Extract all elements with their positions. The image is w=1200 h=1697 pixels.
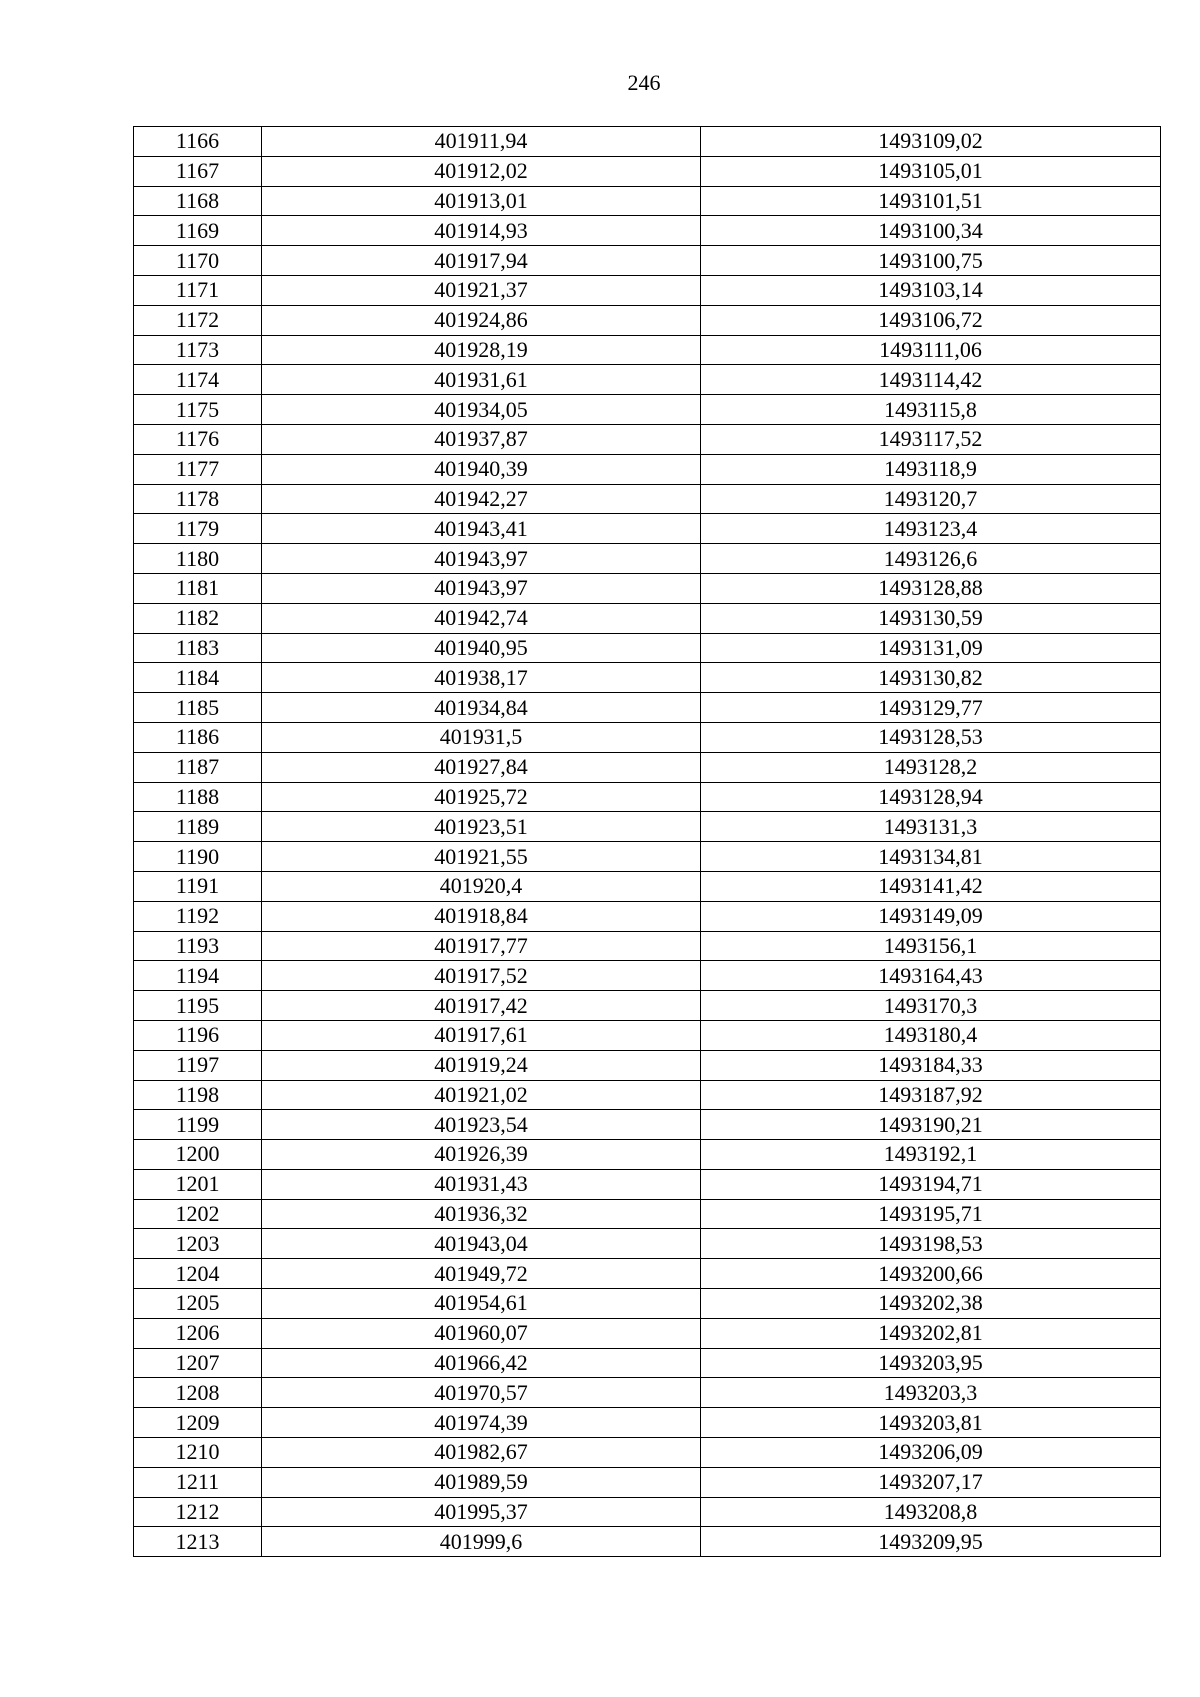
x-coordinate-cell: 401918,84 bbox=[262, 901, 701, 931]
point-number-cell: 1193 bbox=[134, 931, 262, 961]
x-coordinate-cell: 401920,4 bbox=[262, 871, 701, 901]
table-row bbox=[134, 752, 1161, 782]
x-coordinate-cell: 401919,24 bbox=[262, 1050, 701, 1080]
point-number-cell: 1194 bbox=[134, 961, 262, 991]
point-number-cell: 1205 bbox=[134, 1289, 262, 1319]
table-row bbox=[134, 1169, 1161, 1199]
y-coordinate-cell: 1493202,38 bbox=[701, 1289, 1161, 1319]
x-coordinate-cell: 401931,5 bbox=[262, 722, 701, 752]
point-number-cell: 1182 bbox=[134, 603, 262, 633]
x-coordinate-cell: 401937,87 bbox=[262, 424, 701, 454]
point-number-cell: 1203 bbox=[134, 1229, 262, 1259]
x-coordinate-cell: 401917,42 bbox=[262, 991, 701, 1021]
point-number-cell: 1207 bbox=[134, 1348, 262, 1378]
point-number-cell: 1211 bbox=[134, 1467, 262, 1497]
point-number-cell: 1178 bbox=[134, 484, 262, 514]
table-row bbox=[134, 1408, 1161, 1438]
point-number-cell: 1187 bbox=[134, 752, 262, 782]
y-coordinate-cell: 1493128,94 bbox=[701, 782, 1161, 812]
y-coordinate-cell: 1493128,88 bbox=[701, 573, 1161, 603]
table-row bbox=[134, 812, 1161, 842]
y-coordinate-cell: 1493180,4 bbox=[701, 1020, 1161, 1050]
table-row bbox=[134, 871, 1161, 901]
point-number-cell: 1189 bbox=[134, 812, 262, 842]
table-row bbox=[134, 335, 1161, 365]
table-row bbox=[134, 216, 1161, 246]
table-row bbox=[134, 275, 1161, 305]
x-coordinate-cell: 401942,74 bbox=[262, 603, 701, 633]
table-row bbox=[134, 931, 1161, 961]
point-number-cell: 1184 bbox=[134, 663, 262, 693]
x-coordinate-cell: 401940,95 bbox=[262, 633, 701, 663]
y-coordinate-cell: 1493156,1 bbox=[701, 931, 1161, 961]
point-number-cell: 1204 bbox=[134, 1259, 262, 1289]
x-coordinate-cell: 401921,55 bbox=[262, 842, 701, 872]
point-number-cell: 1176 bbox=[134, 424, 262, 454]
table-row bbox=[134, 395, 1161, 425]
y-coordinate-cell: 1493202,81 bbox=[701, 1318, 1161, 1348]
x-coordinate-cell: 401924,86 bbox=[262, 305, 701, 335]
table-row bbox=[134, 991, 1161, 1021]
x-coordinate-cell: 401921,02 bbox=[262, 1080, 701, 1110]
table-row bbox=[134, 186, 1161, 216]
y-coordinate-cell: 1493129,77 bbox=[701, 693, 1161, 723]
table-row bbox=[134, 573, 1161, 603]
y-coordinate-cell: 1493164,43 bbox=[701, 961, 1161, 991]
x-coordinate-cell: 401931,61 bbox=[262, 365, 701, 395]
x-coordinate-cell: 401927,84 bbox=[262, 752, 701, 782]
table-row bbox=[134, 365, 1161, 395]
point-number-cell: 1185 bbox=[134, 693, 262, 723]
y-coordinate-cell: 1493106,72 bbox=[701, 305, 1161, 335]
table-row bbox=[134, 1527, 1161, 1557]
table-row bbox=[134, 782, 1161, 812]
x-coordinate-cell: 401989,59 bbox=[262, 1467, 701, 1497]
y-coordinate-cell: 1493120,7 bbox=[701, 484, 1161, 514]
point-number-cell: 1174 bbox=[134, 365, 262, 395]
y-coordinate-cell: 1493184,33 bbox=[701, 1050, 1161, 1080]
x-coordinate-cell: 401960,07 bbox=[262, 1318, 701, 1348]
table-row bbox=[134, 127, 1161, 157]
y-coordinate-cell: 1493100,34 bbox=[701, 216, 1161, 246]
y-coordinate-cell: 1493207,17 bbox=[701, 1467, 1161, 1497]
y-coordinate-cell: 1493170,3 bbox=[701, 991, 1161, 1021]
x-coordinate-cell: 401982,67 bbox=[262, 1438, 701, 1468]
table-body bbox=[134, 127, 1161, 1557]
table-row bbox=[134, 842, 1161, 872]
y-coordinate-cell: 1493131,09 bbox=[701, 633, 1161, 663]
table-row bbox=[134, 633, 1161, 663]
x-coordinate-cell: 401949,72 bbox=[262, 1259, 701, 1289]
y-coordinate-cell: 1493203,3 bbox=[701, 1378, 1161, 1408]
y-coordinate-cell: 1493209,95 bbox=[701, 1527, 1161, 1557]
table-row bbox=[134, 514, 1161, 544]
x-coordinate-cell: 401921,37 bbox=[262, 275, 701, 305]
x-coordinate-cell: 401938,17 bbox=[262, 663, 701, 693]
x-coordinate-cell: 401923,54 bbox=[262, 1110, 701, 1140]
y-coordinate-cell: 1493101,51 bbox=[701, 186, 1161, 216]
y-coordinate-cell: 1493198,53 bbox=[701, 1229, 1161, 1259]
x-coordinate-cell: 401917,77 bbox=[262, 931, 701, 961]
x-coordinate-cell: 401931,43 bbox=[262, 1169, 701, 1199]
x-coordinate-cell: 401943,97 bbox=[262, 573, 701, 603]
point-number-cell: 1169 bbox=[134, 216, 262, 246]
y-coordinate-cell: 1493118,9 bbox=[701, 454, 1161, 484]
point-number-cell: 1191 bbox=[134, 871, 262, 901]
table-row bbox=[134, 1050, 1161, 1080]
x-coordinate-cell: 401925,72 bbox=[262, 782, 701, 812]
table-row bbox=[134, 1378, 1161, 1408]
point-number-cell: 1202 bbox=[134, 1199, 262, 1229]
table-row bbox=[134, 1497, 1161, 1527]
x-coordinate-cell: 401928,19 bbox=[262, 335, 701, 365]
y-coordinate-cell: 1493128,53 bbox=[701, 722, 1161, 752]
table-row bbox=[134, 693, 1161, 723]
y-coordinate-cell: 1493123,4 bbox=[701, 514, 1161, 544]
table-row bbox=[134, 722, 1161, 752]
point-number-cell: 1188 bbox=[134, 782, 262, 812]
x-coordinate-cell: 401934,84 bbox=[262, 693, 701, 723]
y-coordinate-cell: 1493190,21 bbox=[701, 1110, 1161, 1140]
x-coordinate-cell: 401926,39 bbox=[262, 1140, 701, 1170]
point-number-cell: 1213 bbox=[134, 1527, 262, 1557]
x-coordinate-cell: 401914,93 bbox=[262, 216, 701, 246]
table-row bbox=[134, 484, 1161, 514]
point-number-cell: 1208 bbox=[134, 1378, 262, 1408]
table-row bbox=[134, 1467, 1161, 1497]
x-coordinate-cell: 401936,32 bbox=[262, 1199, 701, 1229]
y-coordinate-cell: 1493105,01 bbox=[701, 156, 1161, 186]
table-row bbox=[134, 305, 1161, 335]
point-number-cell: 1199 bbox=[134, 1110, 262, 1140]
point-number-cell: 1170 bbox=[134, 246, 262, 276]
table-row bbox=[134, 1110, 1161, 1140]
y-coordinate-cell: 1493114,42 bbox=[701, 365, 1161, 395]
y-coordinate-cell: 1493128,2 bbox=[701, 752, 1161, 782]
y-coordinate-cell: 1493141,42 bbox=[701, 871, 1161, 901]
y-coordinate-cell: 1493134,81 bbox=[701, 842, 1161, 872]
x-coordinate-cell: 401966,42 bbox=[262, 1348, 701, 1378]
table-row bbox=[134, 1348, 1161, 1378]
point-number-cell: 1172 bbox=[134, 305, 262, 335]
point-number-cell: 1183 bbox=[134, 633, 262, 663]
table-row bbox=[134, 603, 1161, 633]
point-number-cell: 1167 bbox=[134, 156, 262, 186]
table-row bbox=[134, 1289, 1161, 1319]
x-coordinate-cell: 401954,61 bbox=[262, 1289, 701, 1319]
y-coordinate-cell: 1493203,95 bbox=[701, 1348, 1161, 1378]
point-number-cell: 1177 bbox=[134, 454, 262, 484]
y-coordinate-cell: 1493111,06 bbox=[701, 335, 1161, 365]
x-coordinate-cell: 401940,39 bbox=[262, 454, 701, 484]
point-number-cell: 1171 bbox=[134, 275, 262, 305]
point-number-cell: 1212 bbox=[134, 1497, 262, 1527]
point-number-cell: 1166 bbox=[134, 127, 262, 157]
x-coordinate-cell: 401995,37 bbox=[262, 1497, 701, 1527]
point-number-cell: 1200 bbox=[134, 1140, 262, 1170]
point-number-cell: 1201 bbox=[134, 1169, 262, 1199]
point-number-cell: 1180 bbox=[134, 544, 262, 574]
y-coordinate-cell: 1493100,75 bbox=[701, 246, 1161, 276]
x-coordinate-cell: 401943,41 bbox=[262, 514, 701, 544]
point-number-cell: 1168 bbox=[134, 186, 262, 216]
y-coordinate-cell: 1493149,09 bbox=[701, 901, 1161, 931]
table-row bbox=[134, 156, 1161, 186]
x-coordinate-cell: 401913,01 bbox=[262, 186, 701, 216]
x-coordinate-cell: 401970,57 bbox=[262, 1378, 701, 1408]
x-coordinate-cell: 401912,02 bbox=[262, 156, 701, 186]
x-coordinate-cell: 401917,61 bbox=[262, 1020, 701, 1050]
page-number: 246 bbox=[627, 70, 661, 95]
table-row bbox=[134, 1318, 1161, 1348]
point-number-cell: 1173 bbox=[134, 335, 262, 365]
table-row bbox=[134, 424, 1161, 454]
table-row bbox=[134, 1020, 1161, 1050]
x-coordinate-cell: 401917,94 bbox=[262, 246, 701, 276]
table-row bbox=[134, 544, 1161, 574]
x-coordinate-cell: 401999,6 bbox=[262, 1527, 701, 1557]
table-row bbox=[134, 454, 1161, 484]
point-number-cell: 1209 bbox=[134, 1408, 262, 1438]
point-number-cell: 1210 bbox=[134, 1438, 262, 1468]
point-number-cell: 1206 bbox=[134, 1318, 262, 1348]
point-number-cell: 1197 bbox=[134, 1050, 262, 1080]
y-coordinate-cell: 1493130,59 bbox=[701, 603, 1161, 633]
y-coordinate-cell: 1493131,3 bbox=[701, 812, 1161, 842]
y-coordinate-cell: 1493115,8 bbox=[701, 395, 1161, 425]
table-row bbox=[134, 246, 1161, 276]
point-number-cell: 1198 bbox=[134, 1080, 262, 1110]
y-coordinate-cell: 1493187,92 bbox=[701, 1080, 1161, 1110]
point-number-cell: 1196 bbox=[134, 1020, 262, 1050]
x-coordinate-cell: 401917,52 bbox=[262, 961, 701, 991]
y-coordinate-cell: 1493203,81 bbox=[701, 1408, 1161, 1438]
coordinates-table bbox=[133, 126, 1161, 1557]
y-coordinate-cell: 1493117,52 bbox=[701, 424, 1161, 454]
x-coordinate-cell: 401943,04 bbox=[262, 1229, 701, 1259]
table-row bbox=[134, 663, 1161, 693]
table-row bbox=[134, 1438, 1161, 1468]
x-coordinate-cell: 401943,97 bbox=[262, 544, 701, 574]
y-coordinate-cell: 1493194,71 bbox=[701, 1169, 1161, 1199]
point-number-cell: 1179 bbox=[134, 514, 262, 544]
table-row bbox=[134, 1140, 1161, 1170]
table-row bbox=[134, 1199, 1161, 1229]
x-coordinate-cell: 401911,94 bbox=[262, 127, 701, 157]
x-coordinate-cell: 401934,05 bbox=[262, 395, 701, 425]
y-coordinate-cell: 1493200,66 bbox=[701, 1259, 1161, 1289]
point-number-cell: 1186 bbox=[134, 722, 262, 752]
point-number-cell: 1181 bbox=[134, 573, 262, 603]
y-coordinate-cell: 1493103,14 bbox=[701, 275, 1161, 305]
table-row bbox=[134, 1229, 1161, 1259]
point-number-cell: 1175 bbox=[134, 395, 262, 425]
x-coordinate-cell: 401942,27 bbox=[262, 484, 701, 514]
y-coordinate-cell: 1493130,82 bbox=[701, 663, 1161, 693]
y-coordinate-cell: 1493126,6 bbox=[701, 544, 1161, 574]
x-coordinate-cell: 401974,39 bbox=[262, 1408, 701, 1438]
table-row bbox=[134, 1259, 1161, 1289]
y-coordinate-cell: 1493192,1 bbox=[701, 1140, 1161, 1170]
table-row bbox=[134, 901, 1161, 931]
table-row bbox=[134, 1080, 1161, 1110]
point-number-cell: 1192 bbox=[134, 901, 262, 931]
y-coordinate-cell: 1493208,8 bbox=[701, 1497, 1161, 1527]
y-coordinate-cell: 1493109,02 bbox=[701, 127, 1161, 157]
y-coordinate-cell: 1493195,71 bbox=[701, 1199, 1161, 1229]
point-number-cell: 1195 bbox=[134, 991, 262, 1021]
y-coordinate-cell: 1493206,09 bbox=[701, 1438, 1161, 1468]
x-coordinate-cell: 401923,51 bbox=[262, 812, 701, 842]
point-number-cell: 1190 bbox=[134, 842, 262, 872]
table-row bbox=[134, 961, 1161, 991]
